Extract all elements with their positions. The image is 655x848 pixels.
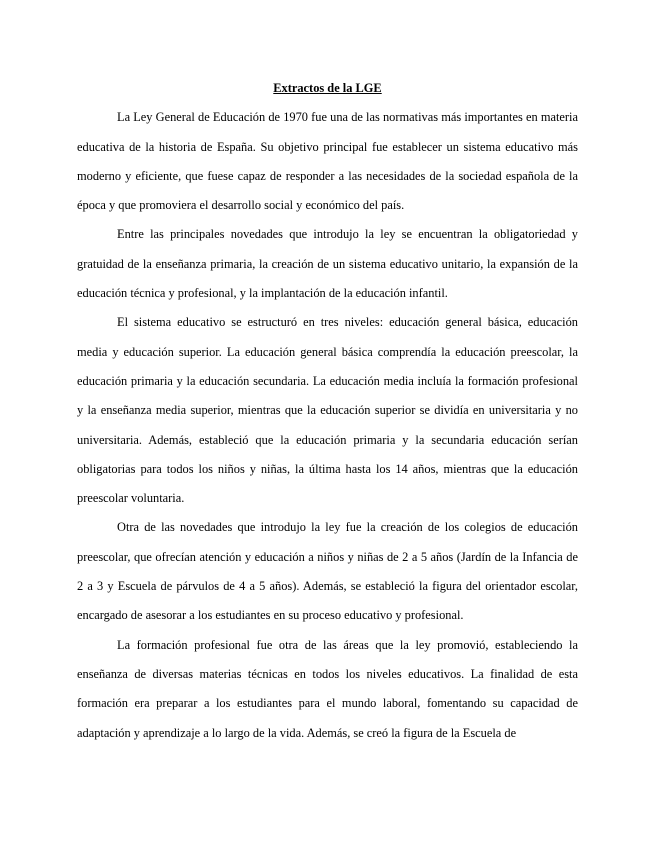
paragraph-vocational: La formación profesional fue otra de las áreas que la ley promovió, estableciendo la enseñanza de diversas materias técnicas en todos los niveles educativos. La finalidad de esta formación era preparar a los estudiantes para el mundo laboral, fomentando su capacidad de adaptación y aprendizaje a lo largo de la vida. Además, se creó la figura de la Escuela de [77,637,578,740]
paragraph-intro: La Ley General de Educación de 1970 fue una de las normativas más importantes en materia educativa de la historia de España. Su objetivo principal fue establecer un sistema educativo más moderno y eficiente, que fuese capaz de responder a las necesidades de la sociedad española de la época y que promoviera el desarrollo social y económico del país. [77,110,578,213]
document-body [77,74,578,748]
paragraph-novelties: Entre las principales novedades que introdujo la ley se encuentran la obligatoriedad y gratuidad de la enseñanza primaria, la creación de un sistema educativo unitario, la expansión de la educación técnica y profesional, y la implantación de la educación infantil. [77,227,578,301]
paragraph-structure: El sistema educativo se estructuró en tres niveles: educación general básica, educación media y educación superior. La educación general básica comprendía la educación preescolar, la educación primaria y la educación secundaria. La educación media incluía la formación profesional y la enseñanza media superior, mientras que la educación superior se dividía en universitaria y no universitaria. Además, estableció que la educación primaria y la secundaria educación serían obligatorias para todos los niños y niñas, la última hasta los 14 años, mientras que la educación preescolar voluntaria. [77,315,578,506]
paragraph-preschool: Otra de las novedades que introdujo la ley fue la creación de los colegios de educación preescolar, que ofrecían atención y educación a niños y niñas de 2 a 5 años (Jardín de la Infancia de 2 a 3 y Escuela de párvulos de 4 a 5 años). Además, se estableció la figura del orientador escolar, encargado de asesorar a los estudiantes en su proceso educativo y profesional. [77,520,578,623]
document-title: Extractos de la LGE [273,81,382,95]
